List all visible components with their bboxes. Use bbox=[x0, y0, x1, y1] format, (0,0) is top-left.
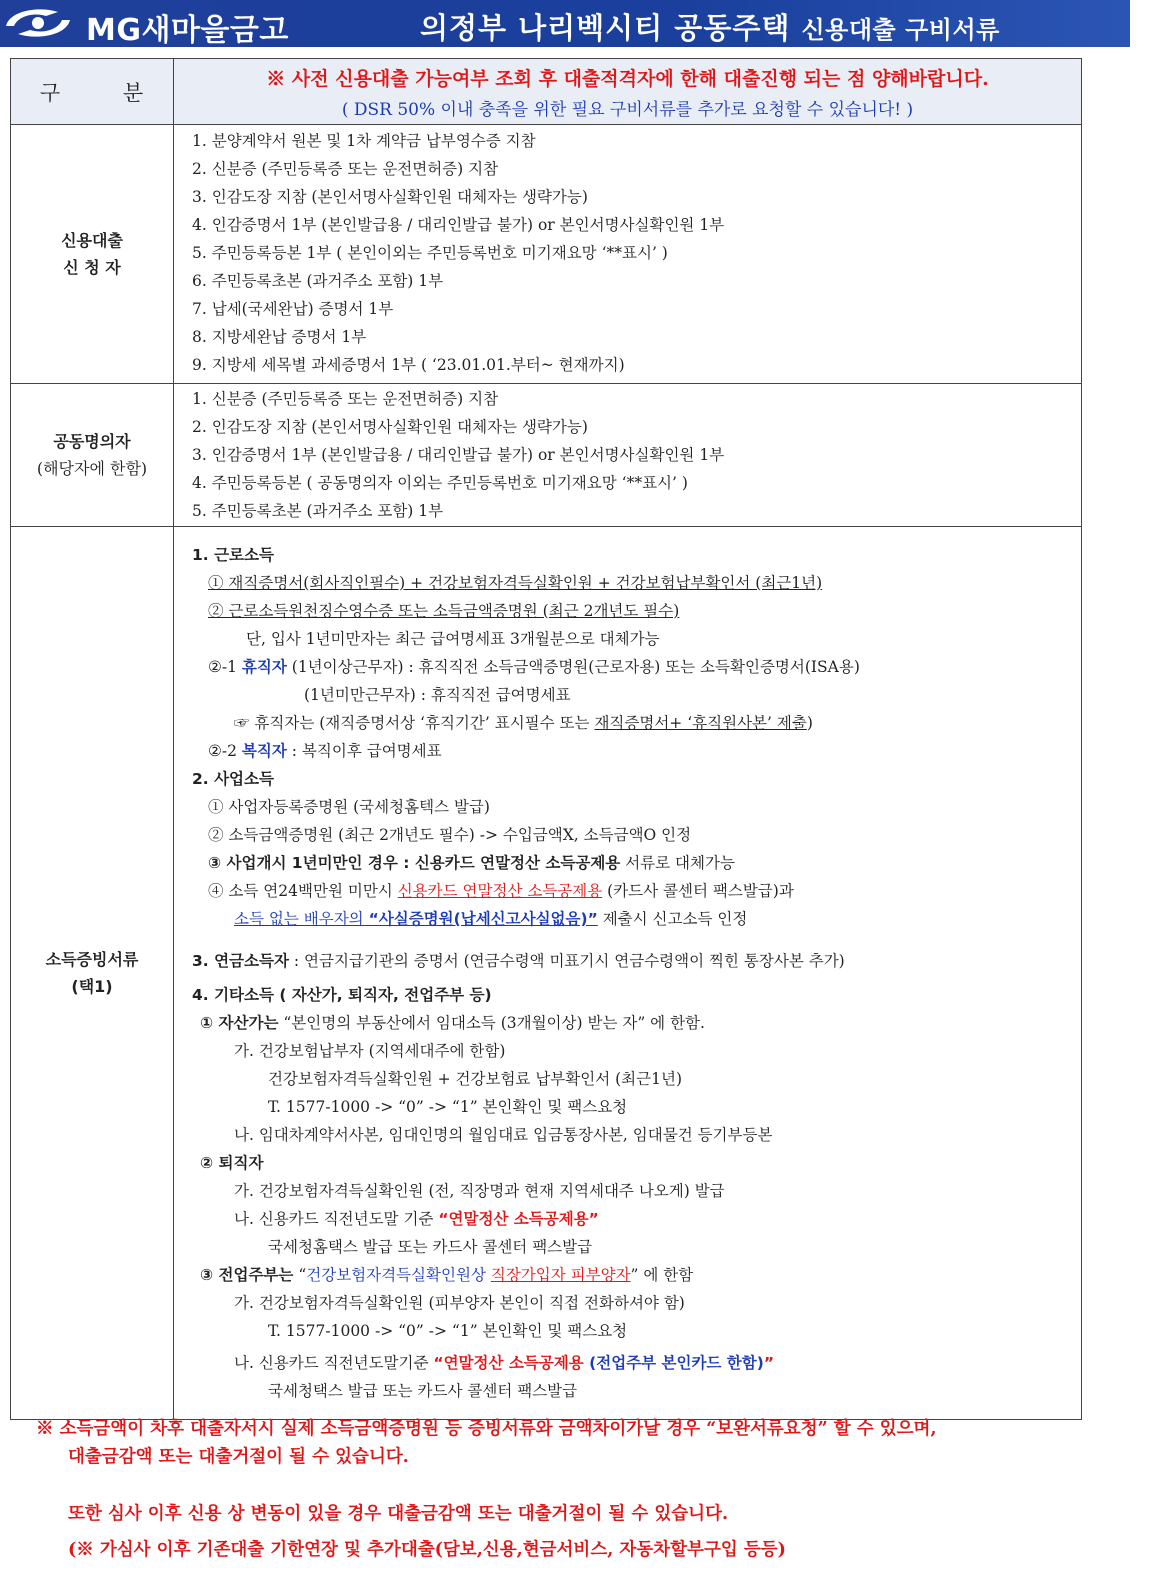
item-text: 나. 신용카드 직전년도말기준 bbox=[234, 1354, 434, 1372]
footer-notice-4: (※ 가심사 이후 기존대출 기한연장 및 추가대출(담보,신용,현금서비스, 자동차할부구입 등등) bbox=[68, 1540, 786, 1560]
item-text: ) bbox=[806, 714, 813, 732]
list-item: 국세청택스 발급 또는 카드사 콜센터 팩스발급 bbox=[268, 1382, 578, 1400]
applicant-list bbox=[174, 125, 1082, 384]
item-bold: ③ 사업개시 1년미만인 경우 : 신용카드 연말정산 소득공제용 bbox=[208, 854, 621, 872]
list-item: 8. 지방세완납 증명서 1부 bbox=[192, 328, 367, 346]
category-applicant bbox=[11, 125, 174, 384]
list-item bbox=[192, 597, 1080, 625]
list-item: T. 1577-1000 -> “0” -> “1” 본인확인 및 팩스요청 bbox=[268, 1098, 628, 1116]
list-item: 4. 인감증명서 1부 (본인발급용 / 대리인발급 불가) or 본인서명사실확인원 1부 bbox=[192, 216, 725, 234]
list-item: ① 사업자등록증명원 (국세청홈텍스 발급) bbox=[208, 798, 490, 816]
item-bold: ① 자산가는 bbox=[200, 1014, 279, 1032]
list-item bbox=[192, 1009, 1080, 1037]
list-item: 2. 인감도장 지참 (본인서명사실확인원 대체자는 생략가능) bbox=[192, 418, 588, 436]
list-item: 가. 건강보험자격득실확인원 (피부양자 본인이 직접 전화하셔야 함) bbox=[234, 1294, 685, 1312]
list-item: 나. 임대차계약서사본, 임대인명의 월임대료 입금통장사본, 임대물건 등기부등본 bbox=[234, 1126, 773, 1144]
section-business-income: 2. 사업소득 bbox=[192, 770, 274, 788]
header-banner bbox=[0, 0, 1130, 47]
list-item: 5. 주민등록초본 (과거주소 포함) 1부 bbox=[192, 502, 444, 520]
list-item: 3. 인감도장 지참 (본인서명사실확인원 대체자는 생략가능) bbox=[192, 188, 588, 206]
section-pension bbox=[192, 947, 1080, 975]
list-item: 2. 신분증 (주민등록증 또는 운전면허증) 지참 bbox=[192, 160, 499, 178]
item-text: 서류로 대체가능 bbox=[620, 854, 735, 872]
item-text: : 복직이후 급여명세표 bbox=[286, 742, 442, 760]
list-item: 건강보험자격득실확인원 + 건강보험료 납부확인서 (최근1년) bbox=[268, 1070, 683, 1088]
item-red: ” bbox=[763, 1354, 775, 1372]
list-item: ② 소득금액증명원 (최근 2개년도 필수) -> 수입금액X, 소득금액O 인정 bbox=[208, 826, 692, 844]
item-text: 제출시 신고소득 인정 bbox=[597, 910, 748, 928]
item-bold-blue: “사실증명원(납세신고사실없음)” bbox=[368, 910, 598, 928]
list-item: 7. 납세(국세완납) 증명서 1부 bbox=[192, 300, 394, 318]
item-red: 직장가입자 피부양자 bbox=[490, 1266, 631, 1284]
item-text: ☞ 휴직자는 (재직증명서상 ‘휴직기간’ 표시필수 또는 bbox=[234, 714, 595, 732]
co-owner-label-2: (해당자에 한함) bbox=[36, 459, 148, 478]
applicant-label-2: 신 청 자 bbox=[63, 258, 121, 277]
list-item bbox=[192, 709, 1080, 737]
list-item: ② 퇴직자 bbox=[200, 1154, 264, 1172]
list-item: ① 재직증명서(회사직인필수) + 건강보험자격득실확인원 + 건강보험납부확인서 (최근1년) bbox=[208, 574, 823, 592]
co-owner-label-1: 공동명의자 bbox=[53, 432, 131, 451]
list-item bbox=[192, 1205, 1080, 1233]
list-item: 6. 주민등록초본 (과거주소 포함) 1부 bbox=[192, 272, 444, 290]
list-item: 가. 건강보험자격득실확인원 (전, 직장명과 현재 지역세대주 나오게) 발급 bbox=[234, 1182, 725, 1200]
list-item: 5. 주민등록등본 1부 ( 본인이외는 주민등록번호 미기재요망 ‘**표시’ ) bbox=[192, 244, 668, 262]
item-text: 나. 신용카드 직전년도말 기준 bbox=[234, 1210, 439, 1228]
list-item bbox=[192, 653, 1080, 681]
header-notice-cell bbox=[174, 59, 1082, 125]
category-co-owner bbox=[11, 384, 174, 527]
item-text: ④ 소득 연24백만원 미만시 bbox=[208, 882, 398, 900]
section-title: 3. 연금소득자 bbox=[192, 952, 289, 970]
notice-prescreen: ※ 사전 신용대출 가능여부 조회 후 대출적격자에 한해 대출진행 되는 점 양해바랍니다. bbox=[266, 68, 989, 90]
keyword-leave: 휴직자 bbox=[241, 658, 287, 676]
income-label-1: 소득증빙서류 bbox=[45, 950, 139, 969]
list-item bbox=[192, 737, 1080, 765]
co-owner-list bbox=[174, 384, 1082, 527]
list-item: 1. 분양계약서 원본 및 1차 계약금 납부영수증 지참 bbox=[192, 132, 536, 150]
list-item: 3. 인감증명서 1부 (본인발급용 / 대리인발급 불가) or 본인서명사실확인원 1부 bbox=[192, 446, 725, 464]
item-red: “연말정산 소득공제용” bbox=[438, 1210, 599, 1228]
footer-notice-1: ※ 소득금액이 차후 대출자서시 실제 소득금액증명원 등 증빙서류와 금액차이가날 경우 “보완서류요청” 할 수 있으며, bbox=[36, 1419, 937, 1439]
list-item: 4. 주민등록등본 ( 공동명의자 이외는 주민등록번호 미기재요망 ‘**표시’ ) bbox=[192, 474, 688, 492]
item-blue: (전업주부 본인카드 한함) bbox=[589, 1354, 764, 1372]
applicant-label-1: 신용대출 bbox=[61, 231, 123, 250]
requirements-table bbox=[10, 58, 1082, 1420]
notice-dsr: ( DSR 50% 이내 충족을 위한 필요 구비서류를 추가로 요청할 수 있습니다! ) bbox=[341, 100, 914, 120]
item-text: (1년이상근무자) : 휴직직전 소득금액증명원(근로자용) 또는 소득확인증명서(ISA용) bbox=[286, 658, 860, 676]
list-item: 단, 입사 1년미만자는 최근 급여명세표 3개월분으로 대체가능 bbox=[246, 630, 660, 648]
income-list bbox=[174, 527, 1082, 1420]
item-red: “연말정산 소득공제용 bbox=[433, 1354, 590, 1372]
section-other-income: 4. 기타소득 ( 자산가, 퇴직자, 전업주부 등) bbox=[192, 986, 492, 1004]
item-text: ” 에 한함 bbox=[630, 1266, 694, 1284]
category-income bbox=[11, 527, 174, 1420]
list-item bbox=[192, 849, 1080, 877]
item-text: : 연금지급기관의 증명서 (연금수령액 미표기시 연금수령액이 찍힌 통장사본 추가) bbox=[288, 952, 845, 970]
header-label: 구 분 bbox=[39, 80, 172, 105]
title-sub: 신용대출 구비서류 bbox=[801, 16, 1000, 44]
item-text: “ bbox=[293, 1266, 307, 1284]
section-earned-income: 1. 근로소득 bbox=[192, 546, 274, 564]
list-item: 가. 건강보험납부자 (지역세대주에 한함) bbox=[234, 1042, 506, 1060]
title-main: 의정부 나리벡시티 공동주택 bbox=[420, 11, 791, 45]
item-bold: ③ 전업주부는 bbox=[200, 1266, 294, 1284]
list-item bbox=[192, 1261, 1080, 1289]
list-item-text: ② 근로소득원천징수영수증 또는 소득금액증명원 (최근 2개년도 필수) bbox=[208, 602, 680, 620]
list-item: 1. 신분증 (주민등록증 또는 운전면허증) 지참 bbox=[192, 390, 499, 408]
page-title bbox=[420, 6, 1000, 47]
item-prefix: ②-1 bbox=[208, 658, 242, 676]
header-label-cell bbox=[11, 59, 174, 125]
list-item: 9. 지방세 세목별 과세증명서 1부 ( ‘23.01.01.부터~ 현재까지) bbox=[192, 356, 625, 374]
list-item bbox=[192, 877, 1080, 905]
footer-notice-3: 또한 심사 이후 신용 상 변동이 있을 경우 대출금감액 또는 대출거절이 될 수 있습니다. bbox=[68, 1504, 729, 1524]
footer-notice-2: 대출금감액 또는 대출거절이 될 수 있습니다. bbox=[68, 1447, 409, 1467]
income-label-2: (택1) bbox=[71, 977, 113, 996]
item-blue: 소득 없는 배우자의 bbox=[234, 910, 369, 928]
item-underlined: 재직증명서+ ‘휴직원사본’ 제출 bbox=[594, 714, 807, 732]
list-item bbox=[192, 1349, 1080, 1377]
item-text: “본인명의 부동산에서 임대소득 (3개월이상) 받는 자” 에 한함. bbox=[278, 1014, 705, 1032]
mg-logo-icon bbox=[0, 2, 76, 44]
item-prefix: ②-2 bbox=[208, 742, 242, 760]
item-text: (카드사 콜센터 팩스발급)과 bbox=[602, 882, 794, 900]
keyword-return: 복직자 bbox=[241, 742, 287, 760]
list-item: 국세청홈택스 발급 또는 카드사 콜센터 팩스발급 bbox=[268, 1238, 593, 1256]
item-blue: 건강보험자격득실확인원상 bbox=[306, 1266, 491, 1284]
list-item bbox=[192, 905, 1080, 933]
item-red: 신용카드 연말정산 소득공제용 bbox=[397, 882, 603, 900]
brand-name: MG새마을금고 bbox=[86, 13, 289, 48]
list-item: T. 1577-1000 -> “0” -> “1” 본인확인 및 팩스요청 bbox=[268, 1322, 628, 1340]
list-item: (1년미만근무자) : 휴직직전 급여명세표 bbox=[304, 686, 571, 704]
